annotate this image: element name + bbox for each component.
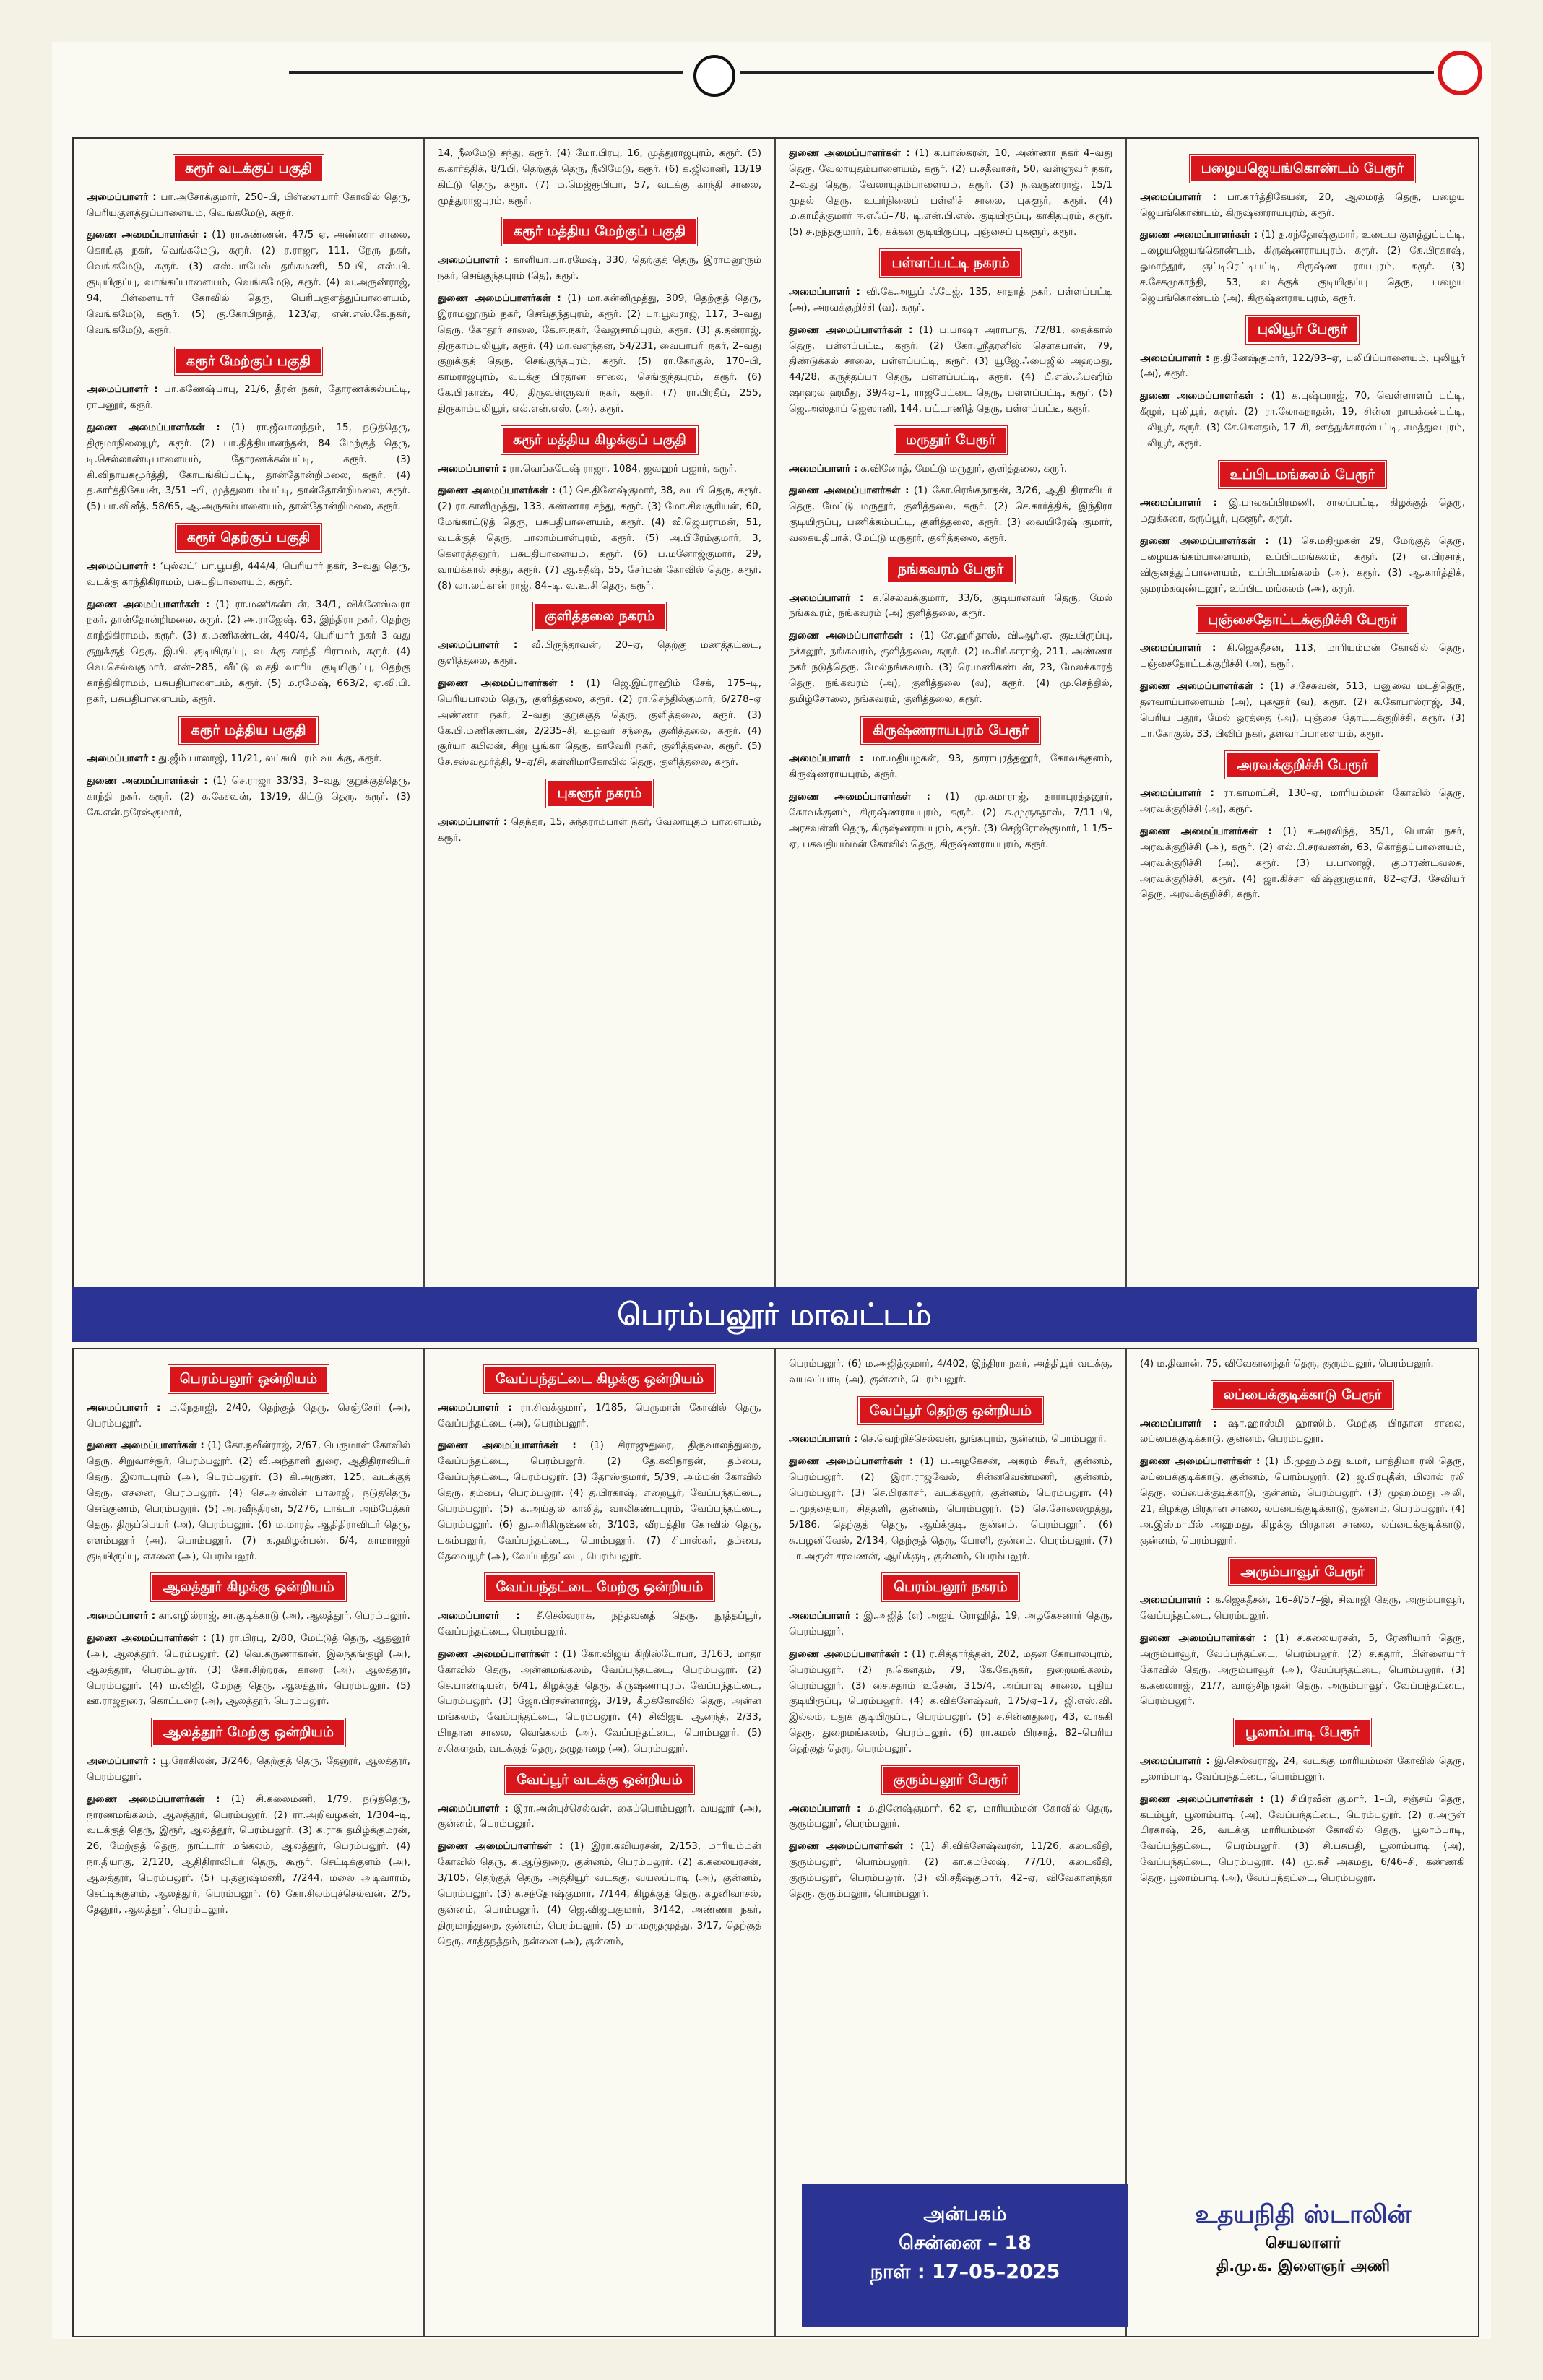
role-label: அமைப்பாளர் : xyxy=(87,560,157,572)
role-label: துணை அமைப்பாளர்கள் : xyxy=(1140,390,1265,402)
section-heading: கரூர் தெற்குப் பகுதி xyxy=(176,524,322,552)
appointee-details: க.செல்வக்குமார், 33/6, குடியானவர் தெரு, மேல் நங்கவரம், நங்கவரம் (அ) குளித்தலை, கரூர். xyxy=(789,592,1113,620)
role-label: துணை அமைப்பாளர்கள் : xyxy=(87,598,210,610)
appointment-paragraph xyxy=(789,1432,1112,1448)
section xyxy=(1140,1558,1465,1710)
role-label: அமைப்பாளர் : xyxy=(1140,1755,1210,1767)
role-label: அமைப்பாளர் : xyxy=(789,1433,858,1445)
appointment-paragraph xyxy=(87,1401,410,1432)
appointment-paragraph xyxy=(1140,1593,1465,1624)
appointee-details: க.வினோத், மேட்டு மருதூர், குளித்தலை, கரூர். xyxy=(860,462,1068,475)
section-heading: மருதூர் பேரூர் xyxy=(894,426,1008,454)
appointment-paragraph xyxy=(87,597,410,708)
section-heading: வேப்பந்தட்டை கிழக்கு ஒன்றியம் xyxy=(484,1365,715,1393)
appointee-details: மா.மதியழகன், 93, தாராபுரத்தனூர், கோவக்குளம், கிருஷ்ணராயபுரம், கரூர். xyxy=(789,753,1113,781)
role-label: அமைப்பாளர் : xyxy=(87,1755,157,1767)
appointee-details: (1) க.புஷ்பராஜ், 70, வெள்ளாளப் பட்டி, கீழூர், புலியூர், கரூர். (2) ரா.லோகநாதன், 19, சின்ன நாயக்கன்பட்டி, புலியூர், கரூர். (3) சே.கெளதம், 17–சி, ஊத்துக்காரன்பட்டி, சமத்துவபுரம், புலியூர், கரூர். xyxy=(1140,390,1466,449)
appointment-paragraph xyxy=(1140,1416,1465,1448)
appointment-paragraph xyxy=(438,638,761,670)
appointment-paragraph xyxy=(1140,1792,1465,1887)
section xyxy=(438,1766,761,1950)
office-city: சென்னை – 18 xyxy=(899,2231,1032,2254)
appointee-details: ம.தினேஷ்குமார், 62–ஏ, மாரியம்மன் கோவில் தெரு, குரும்பலூர், பெரம்பலூர். xyxy=(789,1802,1112,1830)
appointment-paragraph xyxy=(1140,824,1465,903)
appointee-details: (1) த.சந்தோஷ்குமார், உடைய குளத்துப்பட்டி, பழையஜெயங்கொண்டம், கிருஷ்ணராயபுரம், கரூர். (2) கே.பிரகாஷ், ஓமாந்தூர், குட்டிரெட்டிபட்டி, கிருஷ்ண ராயபுரம், கரூர். (3) ச.சேகமுகாந்தி, 53, வடக்குக் குடியிருப்பு தெரு, பழைய ஜெயங்கொண்டம் (அ), கிருஷ்ணராயபுரம், கரூர். xyxy=(1140,229,1465,304)
section-heading: கரூர் மத்திய பகுதி xyxy=(179,717,317,745)
appointment-paragraph xyxy=(87,420,410,515)
appointee-details: இ.செல்வராஜ், 24, வடக்கு மாரியம்மன் கோவில் தெரு, பூலாம்பாடி, வேப்பந்தட்டை, பெரம்பலூர். xyxy=(1140,1755,1465,1783)
role-label: அமைப்பாளர் : xyxy=(438,1401,512,1414)
role-label: அமைப்பாளர் : xyxy=(789,753,864,765)
appointment-paragraph xyxy=(438,676,761,771)
appointee-details: (1) ச.சேசுவன், 513, பனுவை மடத்தெரு, தளவாய்பாளையம் (அ), புகளூர் (வ), கரூர். (2) க.கோபால்ராஜ், 34, பெரிய பதூர், மேல் ஒரத்தை (அ), புஞ்சை தோட்டக்குறிச்சி, கரூர். (3) பா.கோகுல், 33, பிவிப் நகர், தளவாய்பாளையம், கரூர். xyxy=(1140,680,1465,740)
section xyxy=(1140,316,1465,452)
role-label: அமைப்பாளர் : xyxy=(1140,642,1216,654)
appointment-paragraph xyxy=(87,1792,410,1918)
appointment-paragraph xyxy=(87,1631,410,1710)
section xyxy=(87,717,410,821)
appointment-paragraph xyxy=(789,146,1112,241)
appointment-paragraph xyxy=(1140,389,1465,451)
appointee-details: (1) க.பாஸ்கரன், 10, அண்ணா நகர் 4–வது தெரு, வேலாயுதம்பாளையம், கரூர். (2) ப.சதீவாசர், 50, வள்ளுவர் நகர், 2–வது தெரு, வேலாயுதம்பாளையம், கரூர். (3) ந.வருண்ராஜ், 15/1 முதல் தெரு, உயர்நிலைப் பள்ளிச் சாலை, புகளூர், கரூர். (4) ம.காமீத்குமார் ஈ.எஃப்–78, டி.என்.பி.எல். குடியிருப்பு, காகிதபுரம், கரூர். (5) சு.நந்தகுமார், 16, கக்கன் குடியிருப்பு, புஞ்சைப் புகளூர், கரூர். xyxy=(789,147,1113,238)
role-label: துணை அமைப்பாளர்கள் : xyxy=(87,229,207,241)
appointment-paragraph xyxy=(87,190,410,222)
appointment-paragraph xyxy=(87,1438,410,1565)
appointee-details: சீ.செல்வராசு, நந்தவனத் தெரு, நூத்தப்பூர், வேப்பந்தட்டை, பெரம்பலூர். xyxy=(438,1610,762,1637)
appointee-details: (1) ஜெ.இப்ராஹிம் சேக், 175–டி, பெரியபாலம் தெரு, குளித்தலை, கரூர். (2) ரா.செந்தில்குமார், 6/278–ஏ அண்ணா நகர், 2–வது குறுக்குத் தெரு, குளித்தலை, கரூர். (3) கே.பி.மணிகண்டன், 2/235–சி, உழவர் சந்தை, குளித்தலை, கரூர். (4) சூர்யா கபிலன், சிறு பூங்கா தெரு, காவேரி நகர், குளித்தலை, கரூர். (5) சே.சஸ்வமூர்த்தி, 9–ஏ/சி, கள்ளிமாகோவில் தெரு, குளித்தலை, கரூர். xyxy=(438,677,761,769)
role-label: துணை அமைப்பாளர்கள் : xyxy=(1140,1632,1268,1644)
appointee-details: (1) செ.மதிமுகன் 29, மேற்குத் தெரு, பழையசுங்கம்பாளையம், உப்பிடமங்கலம், கரூர். (2) எ.பிரசாத், விகுனத்துப்பாளையம், உப்பிடமங்கலம் (அ), கரூர். (3) ஆ.கார்த்திக், குமரம்கவுண்டனூர், உப்பிட மங்கலம் (அ), கரூர். xyxy=(1140,535,1466,594)
appointee-details: து.ஜீம் பாலாஜி, 11/21, லட்சுமிபுரம் வடக்கு, கரூர். xyxy=(158,753,382,765)
signatory-title: செயலாளர் xyxy=(1265,2234,1341,2251)
section xyxy=(789,249,1112,417)
appointment-paragraph xyxy=(789,789,1112,852)
section xyxy=(1140,751,1465,904)
section-heading: நங்கவரம் பேரூர் xyxy=(886,555,1015,584)
role-label: அமைப்பாளர் : xyxy=(1140,787,1214,800)
section-heading: வேப்பூர் வடக்கு ஒன்றியம் xyxy=(505,1766,694,1794)
appointee-details: இரா.அன்புச்செல்வன், கைப்பெரம்பலூர், வயலூர் (அ), குன்னம், பெரம்பலூர். xyxy=(438,1802,761,1830)
section xyxy=(789,1356,1112,1388)
section xyxy=(438,146,761,209)
office-name: அன்பகம் xyxy=(923,2203,1007,2225)
section-heading: ஆலத்தூர் கிழக்கு ஒன்றியம் xyxy=(151,1573,345,1601)
column-2 xyxy=(425,1349,776,2336)
column-2 xyxy=(425,139,776,1287)
section-heading: கரூர் மத்திய மேற்குப் பகுதி xyxy=(502,217,697,246)
appointee-details: (1) சிபிரவீன் குமார், 1–பி, சஞ்சய் தெரு, கடம்பூர், பூலாம்பாடி (அ), வேப்பந்தட்டை, பெரம்பலூர். (2) ர.அருள் பிரகாஷ், 26, வடக்கு மாரியம்மன் கோவில் தெரு, பூலாம்பாடி, வேப்பந்தட்டை, பெரம்பலூர். (3) சி.பசுபதி, பூலாம்பாடி (அ), வேப்பந்தட்டை, பெரம்பலூர். (4) மு.சுசீ அகமது, 6/46–சி, கண்ணகி தெரு, பூலாம்பாடி (அ), வேப்பந்தட்டை, பெரம்பலூர். xyxy=(1140,1793,1465,1884)
section xyxy=(87,524,410,708)
appointment-paragraph xyxy=(1140,679,1465,742)
section xyxy=(789,1766,1112,1903)
appointment-paragraph xyxy=(789,323,1112,417)
role-label: அமைப்பாளர் : xyxy=(789,1802,861,1814)
section-heading: கரூர் மேற்குப் பகுதி xyxy=(175,347,322,376)
header-rule-left xyxy=(289,71,683,74)
appointment-paragraph xyxy=(438,462,761,477)
section-heading: லப்பைக்குடிக்காடு பேரூர் xyxy=(1211,1381,1393,1409)
role-label: துணை அமைப்பாளர்கள் : xyxy=(789,147,910,159)
section-heading: குளித்தலை நகரம் xyxy=(533,602,666,631)
role-label: துணை அமைப்பாளர்கள் : xyxy=(438,1648,558,1660)
appointee-details: ரா.வெங்கடேஷ் ராஜா, 1084, ஜவஹர் பஜார், கரூர். xyxy=(509,462,737,475)
section-heading: ஆலத்தூர் மேற்கு ஒன்றியம் xyxy=(152,1718,345,1747)
appointee-details: க.ஜெகதீசன், 16–சி/57–இ, சிவாஜி தெரு, அரும்பாவூர், வேப்பந்தட்டை, பெரம்பலூர். xyxy=(1140,1594,1465,1622)
appointment-paragraph xyxy=(87,559,410,591)
appointee-details: பூ.ரோகிலன், 3/246, தெற்குத் தெரு, தேனூர், ஆலத்தூர், பெரம்பலூர். xyxy=(87,1755,410,1783)
role-label: அமைப்பாளர் : xyxy=(438,254,509,267)
role-label: அமைப்பாளர் : xyxy=(789,592,864,604)
appointment-paragraph xyxy=(87,751,410,767)
column-1 xyxy=(74,1349,425,2336)
role-label: அமைப்பாளர் : xyxy=(789,1610,860,1622)
appointee-details: இ.அஜித் (எ) அஜய் ரோஹித், 19, அழகேசனார் தெரு, பெரம்பலூர். xyxy=(789,1610,1112,1637)
appointee-details: (1) ர.சித்தார்த்தன், 202, மதன கோபாலபுரம், பெரம்பலூர். (2) ந.கௌதம், 79, கே.கே.நகர், துறைமங்கலம், பெரம்பலூர். (3) சை.சதாம் உசேன், 315/4, அப்பாவு சாலை, புதிய குடியிருப்பு, பெரம்பலூர். (4) க.விக்னேஷ்வர், 175/ஏ–17, ஜி.எஸ்.வி. இல்லம், புதுக் குடியிருப்பு, பெரம்பலூர். (5) ச.சின்னதுரை, 43, வாசுகி தெரு, துறைமங்கலம், பெரம்பலூர். (6) ரா.கமல் பிரசாத், 82–பெரிய தெற்குத் தெரு, பெரம்பலூர். xyxy=(789,1648,1113,1754)
appointment-paragraph xyxy=(87,774,410,821)
appointee-details: (1) கோ.விஜய் கிறிஸ்டோபர், 3/163, மாதா கோவில் தெரு, அன்னமங்கலம், வேப்பந்தட்டை, பெரம்பலூர். (2) செ.பாண்டியன், 6/41, கிழக்குத் தெரு, கிருஷ்ணாபுரம், வேப்பந்தட்டை, பெரம்பலூர். (3) ஜோ.பிரசன்னராஜ், 3/19, கீழக்கோவில் தெரு, அன்ன மங்கலம், வேப்பந்தட்டை, பெரம்பலூர். (4) சிவிஜய் ஆனந்த், 2/33, பிரதான சாலை, வெங்கலம் (அ), வேப்பந்தட்டை, பெரம்பலூர். (5) ச.கெளதம், வடக்குத் தெரு, தழுதாழை (அ), பெரம்பலூர். xyxy=(438,1648,761,1754)
role-label: துணை அமைப்பாளர்கள் : xyxy=(87,1440,204,1452)
role-label: துணை அமைப்பாளர்கள் : xyxy=(438,1840,563,1853)
section xyxy=(789,146,1112,241)
appointee-details: (4) ம.திவான், 75, விவேகானந்தர் தெரு, குரும்பலூர், பெரம்பலூர். xyxy=(1140,1358,1434,1369)
appointment-paragraph xyxy=(1140,641,1465,672)
appointment-paragraph xyxy=(1140,1356,1465,1372)
appointee-details: (1) ப.பாஷா அராபாத், 72/81, தைக்கால் தெரு, பள்ளப்பட்டி, கரூர். (2) கோ.ஸ்ரீதரனிஸ் சௌக்பான், 79, திண்டுக்கல் சாலை, பள்ளப்பட்டி, கரூர். (3) யூஜே.ஃபைஜில் அஹமது, 44/28, கருத்தப்பா தெரு, பள்ளப்பட்டி, கரூர். (4) பீ.எஸ்.ஃபஹிம் ஷாஹல் ஹமீது, 39/4ஏ–1, ராஜபேட்டை தெரு, பள்ளப்பட்டி, கரூர். (5) ஜெ.அஸ்தாப் ஜெஸானி, 144, பட்டாணித் தெரு, பள்ளப்பட்டி, கரூர். xyxy=(789,324,1113,415)
appointment-paragraph xyxy=(438,1401,761,1432)
appointee-details: பா.கார்த்திகேயன், 20, ஆலமரத் தெரு, பழைய ஜெயங்கொண்டம், கிருஷ்ணராயபுரம், கரூர். xyxy=(1140,191,1465,219)
role-label: அமைப்பாளர் : xyxy=(1140,352,1210,364)
role-label: துணை அமைப்பாளர்கள் : xyxy=(1140,826,1272,838)
notice-date: நாள் : 17–05–2025 xyxy=(870,2260,1060,2283)
appointee-details: (1) ரா.ஜீவானந்தம், 15, நடுத்தெரு, திருமாநிலையூர், கரூர். (2) பா.தித்தியானந்தன், 84 மேற்குத் தெரு, டி.செல்லாண்டிபாளையம், தோரணக்கல்பட்டி, கரூர். (3) கி.விநாயகமூர்த்தி, கோடங்கிப்பட்டி, தான்தோன்றிமலை, கரூர். (4) த.கார்த்திகேயன், 3/51 –பி, முத்துலாடம்பட்டி, தான்தோன்றிமலை, கரூர். (5) பா.வினீத், 58/65, ஆ.அருகம்பாளையம், தான்தோன்றிமலை, கரூர். xyxy=(87,421,411,513)
appointee-details: ரா.சிவக்குமார், 1/185, பெருமாள் கோவில் தெரு, வேப்பந்தட்டை (அ), பெரம்பலூர். xyxy=(438,1401,761,1429)
section xyxy=(438,1573,761,1757)
appointee-details: (1) மா.கன்னிமுத்து, 309, தெற்குத் தெரு, இராமனூரும் நகர், செங்குந்தபுரம், கரூர். (2) பா.பூவராஜ், 117, 3–வது தெரு, கோதூர் சாலை, கே.ஈ.நகர், வேலுசாமிபுரம், கரூர். (3) த.தன்ராஜ், திருகாம்புலியூர், கரூர். (4) மா.வளந்தன், 54/231, வைபாபரி நகர், 2–வது குறுக்குத் தெரு, செங்குந்தபுரம், கரூர். (5) ரா.கோகுல், 170–பி, காமராஜபுரம், வடக்கு பிரதான சாலை, செங்குந்தபுரம், கரூர். (6) கே.பிரகாஷ், 40, திருவள்ளுவர் நகர், கரூர். (7) ரா.பிரதீப், 255, திருகாம்புலியூர், எல்.என்.எஸ். (அ), கரூர். xyxy=(438,292,761,415)
appointment-paragraph xyxy=(1140,786,1465,818)
appointment-paragraph xyxy=(789,1839,1112,1902)
header-rule-right xyxy=(740,71,1434,74)
role-label: துணை அமைப்பாளர்கள் : xyxy=(789,791,930,803)
section xyxy=(1140,1381,1465,1549)
appointee-details: (1) மீ.முஹம்மது உமர், பாத்திமா ரலி தெரு, லப்பைக்குடிக்காடு, குன்னம், பெரம்பலூர். (2) ஜ.பிரபுதீன், பிலால் ரலி தெரு, லப்பைக்குடிக்காடு, குன்னம், பெரம்பலூர். (3) முஹம்மது அலி, 21, கிழக்கு பிரதான சாலை, லப்பைக்குடிக்காடு, குன்னம், பெரம்பலூர். (4) அ.இஸ்மாயீல் அஹமது, கிழக்கு பிரதான சாலை, லப்பைக்குடிக்காடு, குன்னம், பெரம்பலூர். xyxy=(1140,1455,1465,1546)
role-label: அமைப்பாளர் : xyxy=(789,285,860,298)
appointee-details: ஷா.ஹாஸ்மி ஹாஸிம், மேற்கு பிரதான சாலை, லப்பைக்குடிக்காடு, குன்னம், பெரம்பலூர். xyxy=(1140,1417,1465,1445)
appointment-paragraph xyxy=(789,1454,1112,1565)
appointment-paragraph xyxy=(1140,1631,1465,1710)
section xyxy=(87,1573,410,1710)
appointee-details: பா.அசோக்குமார், 250–பி, பிள்ளையார் கோவில் தெரு, பெரியகுளத்துப்பாளையம், வெங்கமேடு, கரூர். xyxy=(87,191,410,219)
section-heading: புலியூர் பேரூர் xyxy=(1246,316,1359,344)
section-heading: புஞ்சைதோட்டக்குறிச்சி பேரூர் xyxy=(1196,606,1409,634)
signature-block xyxy=(1137,2184,1469,2327)
appointee-details: காளியா.பா.ரமேஷ், 330, தெற்குத் தெரு, இராமனூரும் நகர், செங்குந்தபுரம் (தெ), கரூர். xyxy=(438,254,762,282)
section xyxy=(1140,606,1465,743)
section xyxy=(87,1365,410,1565)
appointee-details: தெந்தா, 15, சுந்தராம்பாள் நகர், வேலாயுதம் பாளையம், கரூர். xyxy=(438,815,761,844)
party-logo-icon xyxy=(693,55,735,97)
role-label: துணை அமைப்பாளர்கள் : xyxy=(1140,1455,1261,1468)
appointment-paragraph xyxy=(1140,496,1465,527)
section xyxy=(1140,461,1465,597)
appointee-details: கா.எழில்ராஜ், சா.குடிக்காடு (அ), ஆலத்தூர், பெரம்பலூர். xyxy=(158,1610,410,1622)
section xyxy=(87,347,410,516)
appointee-details: (1) சிராஜுதுரை, திருவாலந்துறை, வேப்பந்தட்டை, பெரம்பலூர். (2) தே.கவிநாதன், தம்பை, வேப்பந்தட்டை, பெரம்பலூர். (3) தோஸ்குமார், 5/39, அம்மன் கோவில் தெரு, தம்பை, பெரம்பலூர். (4) த.பிரகாஷ், எறையூர், வேப்பந்தட்டை, பெரம்பலூர். (5) க.அய்துல் காலித், வாலிகண்டபுரம், வேப்பந்தட்டை, பெரம்பலூர். (6) து.அரிகிருஷ்ணன், 3/103, வீரபத்திர கோவில் தெரு, பசும்பலூர், வேப்பந்தட்டை, பெரம்பலூர். (7) சிபாஸ்கர், தம்பை, தேவையூர் (அ), வேப்பந்தட்டை, பெரம்பலூர். xyxy=(438,1440,762,1562)
section-heading: பெரம்பலூர் ஒன்றியம் xyxy=(168,1365,329,1393)
section xyxy=(789,717,1112,853)
section-heading: பெரம்பலூர் நகரம் xyxy=(882,1573,1019,1601)
appointment-paragraph xyxy=(87,1609,410,1624)
column-4 xyxy=(1127,139,1478,1287)
appointment-paragraph xyxy=(789,1356,1112,1388)
section-heading: புகளூர் நகரம் xyxy=(546,779,654,808)
appointee-details: ந.தினேஷ்குமார், 122/93–ஏ, புலிபிப்பாளையம், புலியூர் (அ), கரூர். xyxy=(1140,352,1465,380)
section-heading: குரும்பலூர் பேரூர் xyxy=(882,1766,1020,1794)
appointee-details: (1) மு.கமாராஜ், தாராபுரத்தனூர், கோவக்குளம், கிருஷ்ணராயபுரம், கரூர். (2) க.முருகதாஸ், 7/11–பி, அரசவள்ளி தெரு, கிருஷ்ணராயபுரம், கரூர். (3) செஜ்ரோஷ்குமார், 1 1/5–ஏ, பகவதியம்மன் கோவில் தெரு, கிருஷ்ணராயபுரம், கரூர். xyxy=(789,791,1113,850)
role-label: அமைப்பாளர் : xyxy=(87,1610,156,1622)
role-label: அமைப்பாளர் : xyxy=(438,815,508,828)
appointee-details: (1) சி.கலைமணி, 1/79, நடுத்தெரு, நாரணமங்கலம், ஆலத்தூர், பெரம்பலூர். (2) ரா.அறிவழகன், 1/304–டி, வடக்குத் தெரு, இரூர், ஆலத்தூர், பெரம்பலூர். (3) க.ராசு தமிழ்க்குமரன், 26, மேற்குத் தெரு, நாட்டார் மங்கலம், ஆலத்தூர், பெரம்பலூர். (4) நா.தியாகு, 2/120, ஆதிதிராவிடர் தெரு, கூரூர், செட்டிக்குளம் (அ), ஆலத்தூர், பெரம்பலூர். (5) பு.தனுஷ்மணி, 7/244, மலை அடிவாரம், செட்டிக்குளம், ஆலத்தூர், பெரம்பலூர். (6) கோ.சிலம்புச்செல்வன், 2/5, தேனூர், ஆலத்தூர், பெரம்பலூர். xyxy=(87,1793,410,1916)
appointee-details: (1) செ.தினேஷ்குமார், 38, வடபி தெரு, கரூர். (2) ரா.காளிமுத்து, 133, கண்ணார சந்து, கரூர். (3) மோ.சிவசூரியன், 60, மேங்காட்டுத் தெரு, பசுபதிபாளையம், கரூர். (4) வீ.ஜெயராமன், 51, வடக்குத் தெரு, பாலாம்பாள்புரம், கரூர். (5) அ.பிரேம்குமார், 3, கௌரத்தனூர், பசுபதிபாளையம், கரூர். (6) ப.மனோஜ்குமார், 29, வாய்க்கால் சந்து, கரூர். (7) ஆ.சதீஷ், 55, சேர்மன் கோவில் தெரு, கரூர். (8) லா.லப்கான் ராஜ், 84–டி, வ.உ.சி தெரு, கரூர். xyxy=(438,485,762,592)
role-label: துணை அமைப்பாளர்கள் : xyxy=(1140,535,1269,548)
role-label: அமைப்பாளர் : xyxy=(438,639,518,652)
role-label: துணை அமைப்பாளர்கள் : xyxy=(789,1455,914,1468)
section-heading: வேப்பூர் தெற்கு ஒன்றியம் xyxy=(858,1397,1043,1425)
office-address-box xyxy=(802,2184,1128,2327)
role-label: துணை அமைப்பாளர்கள் : xyxy=(438,677,574,689)
appointment-paragraph xyxy=(438,1839,761,1950)
column-3 xyxy=(776,139,1127,1287)
section xyxy=(438,779,761,846)
section xyxy=(438,217,761,417)
appointment-paragraph xyxy=(438,815,761,847)
appointment-paragraph xyxy=(438,146,761,209)
column-1 xyxy=(74,139,425,1287)
section xyxy=(1140,1718,1465,1887)
appointment-paragraph xyxy=(789,628,1112,707)
role-label: துணை அமைப்பாளர்கள் : xyxy=(87,1632,207,1644)
appointment-paragraph xyxy=(438,253,761,285)
appointment-paragraph xyxy=(1140,228,1465,306)
appointment-paragraph xyxy=(1140,1454,1465,1549)
section xyxy=(1140,1356,1465,1372)
role-label: அமைப்பாளர் : xyxy=(1140,1417,1217,1429)
district-banner: பெரம்பலூர் மாவட்டம் xyxy=(72,1287,1477,1342)
appointee-details: (1) சி.விக்னேஷ்வரன், 11/26, கடைவீதி, குரும்பலூர், பெரம்பலூர். (2) கா.கமலேஷ், 77/10, கடைவீதி, குரும்பலூர், பெரம்பலூர். (3) வி.சதீஷ்குமார், 42–ஏ, விவேகானந்தர் தெரு, குரும்பலூர், பெரம்பலூர். xyxy=(789,1840,1112,1900)
appointee-details: பெரம்பலூர். (6) ம.அஜித்குமார், 4/402, இந்திரா நகர், அத்தியூர் வடக்கு, வயலப்பாடி (அ), குன்னம், பெரம்பலூர். xyxy=(789,1358,1112,1385)
appointee-details: (1) ரா.கண்ணன், 47/5–ஏ, அண்ணா சாலை, கொங்கு நகர், வெங்கமேடு, கரூர். (2) ர.ராஜா, 111, நேரு நகர், வெங்கமேடு, கரூர். (3) எஸ்.பாபேஸ் தங்கமணி, 50–பி, எஸ்.பி. குடியிருப்பு, வாங்கப்பாளையம், வெங்கமேடு, கரூர். (4) வ.அருண்ராஜ், 94, பிள்ளையார் கோவில் தெரு, பெரியகுளத்துப்பாளையம், வெங்கமேடு, கரூர். (5) கு.கோபிநாத், 123/ஏ, என்.எஸ்.கே.நகர், வெங்கமேடு, கரூர். xyxy=(87,229,410,336)
appointment-paragraph xyxy=(87,228,410,338)
role-label: அமைப்பாளர் : xyxy=(1140,497,1218,509)
appointee-details: ரா.காமாட்சி, 130–ஏ, மாரியம்மன் கோவில் தெரு, அரவக்குறிச்சி (அ), கரூர். xyxy=(1140,787,1465,815)
role-label: அமைப்பாளர் : xyxy=(789,462,858,475)
appointee-details: (1) ரா.மணிகண்டன், 34/1, விக்னேஸ்வரா நகர், தான்தோன்றிமலை, கரூர். (2) அ.ராஜேஷ், 63, இந்திரா நகர், தெற்கு காந்திகிராமம், கரூர். (3) க.மணிகண்டன், 440/4, பெரியார் நகர் 3–வது குறுக்குத் தெரு, இ.பி. குடியிருப்பு, வடக்கு காந்தி கிராமம், கரூர். (4) வெ.செல்வகுமார், என்–285, வீட்டு வசதி வாரிய குடியிருப்பு, தெற்கு காந்திகிராமம், பசுபதிபாளையம், கரூர். (5) ம.ரமேஷ், 663/2, ஏ.வி.பி. நகர், பசுபதிபாளையம், கரூர். xyxy=(87,598,410,705)
role-label: துணை அமைப்பாளர்கள் : xyxy=(1140,680,1264,693)
appointee-details: வி.கே.அயூப் ஃபேஜ், 135, சாதாத் நகர், பள்ளப்பட்டி (அ), அரவக்குறிச்சி (வ), கரூர். xyxy=(789,285,1112,313)
section-heading: வேப்பந்தட்டை மேற்கு ஒன்றியம் xyxy=(485,1573,715,1601)
appointee-details: (1) ச.அரவிந்த், 35/1, பொன் நகர், அரவக்குறிச்சி (அ), கரூர். (2) எல்.பி.சரவணன், 63, கொத்தப்பாளையம், அரவக்குறிச்சி (அ), கரூர். (3) ப.பாலாஜி, குமாரண்டவலசு, அரவக்குறிச்சி, கரூர். (4) ஜா.கிச்சா விஷ்ணுகுமார், 82–ஏ/3, சேவியர் தெரு, அரவக்குறிச்சி, கரூர். xyxy=(1140,826,1465,901)
role-label: அமைப்பாளர் : xyxy=(1140,1594,1211,1606)
appointment-paragraph xyxy=(1140,351,1465,383)
appointment-paragraph xyxy=(789,1801,1112,1833)
appointment-paragraph xyxy=(789,462,1112,477)
role-label: அமைப்பாளர் : xyxy=(87,384,158,396)
appointee-details: (1) ச.கலையரசன், 5, ரேணியார் தெரு, அரும்பாவூர், வேப்பந்தட்டை, பெரம்பலூர். (2) ச.கதார், பிள்ளையார் கோவில் தெரு, அரும்பாவூர் (அ), வேப்பந்தட்டை, பெரம்பலூர். (3) க.கலைராஜ், 21/7, வாஞ்சிநாதன் தெரு, அரும்பாவூர், வேப்பந்தட்டை, பெரம்பலூர். xyxy=(1140,1632,1465,1708)
section xyxy=(789,1573,1112,1757)
section xyxy=(1140,155,1465,307)
appointee-details: இ.பாலசுப்பிரமணி, சாலப்பட்டி, கிழக்குத் தெரு, மதுக்கரை, கரூப்பூர், புகளூர், கரூர். xyxy=(1140,497,1465,525)
section-heading: கரூர் மத்திய கிழக்குப் பகுதி xyxy=(501,426,698,454)
appointee-details: (1) இரா.கவியரசன், 2/153, மாரியம்மன் கோவில் தெரு, க.ஆடுதுறை, குன்னம், பெரம்பலூர். (2) க.கலையரசன், 3/105, தெற்குத் தெரு, அத்தியூர் வடக்கு, வயலப்பாடி (அ), குன்னம், பெரம்பலூர். (3) க.சந்தோஷ்குமார், 7/144, கிழக்குத் தெரு, கழனிவாசல், குன்னம், பெரம்பலூர். (4) ஜெ.விஜயகுமார், 3/142, அண்ணா நகர், திருமாந்துறை, குன்னம், பெரம்பலூர். (5) மா.மருதமுத்து, 3/17, தெற்குத் தெரு, சாத்தநத்தம், நன்னை (அ), குன்னம், xyxy=(438,1840,761,1947)
appointment-paragraph xyxy=(438,1647,761,1757)
section-heading: பூலாம்பாடி பேரூர் xyxy=(1234,1718,1371,1747)
appointee-details: (1) சே.ஹரிதாஸ், வி.ஆர்.ஏ. குடியிருப்பு, நச்சலூர், நங்கவரம், குளித்தலை, கரூர். (2) ம.சிங்காராஜ், 211, அண்ணா நகர் நடுத்தெரு, மேல்நங்கவரம். (3) ரெ.மணிகண்டன், 23, மேலக்காரத் தெரு, நங்கவரம் (அ), குளித்தலை (வ), கரூர். (4) மு.செந்தில், தமிழ்சோலை, நங்கவரம், குளித்தலை, கரூர். xyxy=(789,630,1112,705)
karur-announcement-grid xyxy=(72,137,1479,1289)
appointment-paragraph xyxy=(789,1647,1112,1757)
appointment-paragraph xyxy=(789,285,1112,316)
role-label: அமைப்பாளர் : xyxy=(87,753,156,765)
role-label: துணை அமைப்பாளர்கள் : xyxy=(789,324,913,336)
role-label: துணை அமைப்பாளர்கள் : xyxy=(1140,1793,1264,1805)
section-heading: பழையஜெயங்கொண்டம் பேரூர் xyxy=(1190,155,1416,183)
role-label: துணை அமைப்பாளர்கள் : xyxy=(438,292,561,304)
section-heading: உப்பிடமங்கலம் பேரூர் xyxy=(1219,461,1387,489)
role-label: அமைப்பாளர் : xyxy=(438,1802,509,1814)
section-heading: பள்ளப்பட்டி நகரம் xyxy=(880,249,1021,277)
appointee-details: வீ.பிருந்தாவன், 20–ஏ, தெற்கு மணத்தட்டை, குளித்தலை, கரூர். xyxy=(438,639,761,667)
appointment-paragraph xyxy=(1140,534,1465,597)
appointment-paragraph xyxy=(438,1609,761,1640)
appointment-paragraph xyxy=(1140,190,1465,222)
appointment-paragraph xyxy=(87,382,410,414)
role-label: அமைப்பாளர் : xyxy=(87,191,157,203)
appointee-details: பா.கணேஷ்பாபு, 21/6, தீரன் நகர், தோரணக்கல்பட்டி, ராயனூர், கரூர். xyxy=(87,384,411,412)
role-label: துணை அமைப்பாளர்கள் : xyxy=(87,421,220,433)
role-label: துணை அமைப்பாளர்கள் : xyxy=(1140,229,1258,241)
section-heading: கரூர் வடக்குப் பகுதி xyxy=(173,155,324,183)
section xyxy=(87,155,410,339)
appointment-paragraph xyxy=(438,1801,761,1833)
role-label: அமைப்பாளர் : xyxy=(1140,191,1216,203)
appointment-paragraph xyxy=(438,291,761,417)
role-label: துணை அமைப்பாளர்கள் : xyxy=(438,485,556,497)
role-label: துணை அமைப்பாளர்கள் : xyxy=(789,1840,914,1853)
role-label: துணை அமைப்பாளர்கள் : xyxy=(789,485,909,497)
appointment-paragraph xyxy=(438,483,761,594)
appointee-details: செ.வெற்றிச்செல்வன், துங்கபுரம், குன்னம், பெரம்பலூர். xyxy=(860,1433,1107,1445)
role-label: துணை அமைப்பாளர்கள் : xyxy=(789,1648,908,1660)
role-label: துணை அமைப்பாளர்கள் : xyxy=(87,775,208,787)
section xyxy=(789,426,1112,547)
appointee-details: (1) கோ.நவீன்ராஜ், 2/67, பெருமாள் கோவில் தெரு, சிறுவாச்சூர், பெரம்பலூர். (2) வீ.அந்தாளி துரை, ஆதிதிராவிடர் தெரு, இலாடபுரம் (அ), பெரம்பலூர். (3) கி.அருண், 125, வடக்குத் தெரு, எசனை, பெரம்பலூர். (4) செ.அன்லின் பாலாஜி, நடுத்தெரு, செங்குணம், பெரம்பலூர். (5) அ.ரவீந்திரன், 5/276, டாக்டர் அம்பேத்கர் தெரு, திருப்பெயர் (அ), பெரம்பலூர். (6) ம.மாரத், ஆதிதிராவிடர் தெரு, எளம்பலூர் (அ), பெரம்பலூர். (7) க.தமிழன்பன், 6/4, காமராஜர் குடியிருப்பு, எசனை (அ), பெரம்பலூர். xyxy=(87,1440,411,1562)
section xyxy=(438,426,761,594)
role-label: துணை அமைப்பாளர்கள் : xyxy=(438,1440,576,1452)
appointee-details: 14, நீலமேடு சந்து, கரூர். (4) மோ.பிரபு, 16, முத்துராஜபுரம், கரூர். (5) க.கார்த்திக், 8/1பி, தெற்குத் தெரு, நீலிமேடு, கரூர். (6) க.ஜிலானி, 13/19 கிட்டு தெரு, கரூர். (7) ம.மெஜ்ரூபியா, 57, வடக்கு காந்தி சாலை, முத்துராஜபுரம், கரூர். xyxy=(438,147,761,207)
role-label: அமைப்பாளர் : xyxy=(87,1401,161,1414)
section xyxy=(438,602,761,771)
appointee-details: (1) செ.ராஜா 33/33, 3–வது குறுக்குத்தெரு, காந்தி நகர், கரூர். (2) க.கேசவன், 13/19, கிட்டு தெரு, கரூர். (3) கே.என்.நரேஷ்குமார், xyxy=(87,775,411,818)
section xyxy=(789,555,1112,708)
appointment-paragraph xyxy=(789,1609,1112,1640)
section xyxy=(789,1397,1112,1565)
role-label: துணை அமைப்பாளர்கள் : xyxy=(87,1793,220,1805)
role-label: துணை அமைப்பாளர்கள் : xyxy=(789,630,914,642)
appointment-paragraph xyxy=(87,1754,410,1786)
section-heading: அரவக்குறிச்சி பேரூர் xyxy=(1225,751,1380,779)
signatory-org: தி.மு.க. இளைஞர் அணி xyxy=(1216,2256,1390,2275)
appointee-details: (1) ப.அழகேசன், அகரம் சீகூர், குன்னம், பெரம்பலூர். (2) இரா.ராஜவேல், சின்னவெண்மணி, குன்னம், பெரம்பலூர். (3) செ.பிரகாசர், வடக்கலூர், குன்னம், பெரம்பலூர். (4) ப.முத்தையா, சித்தளி, குன்னம், பெரம்பலூர். (5) செ.சோலைமுத்து, 5/186, தெற்குத் தெரு, ஆய்க்குடி, குன்னம், பெரம்பலூர். (6) சு.பழனிவேல், 2/134, தெற்குத் தெரு, பேரளி, குன்னம், பெரம்பலூர். (7) பா.அருள் சரவணன், ஆய்க்குடி, குன்னம், பெரம்பலூர். xyxy=(789,1455,1113,1562)
appointee-details: ம.நேதாஜி, 2/40, தெற்குத் தெரு, செஞ்சேரி (அ), பெரம்பலூர். xyxy=(87,1401,410,1429)
red-circle-icon xyxy=(1438,51,1482,95)
appointee-details: (1) ரா.பிரபு, 2/80, மேட்டுத் தெரு, ஆதனூர் (அ), ஆலத்தூர், பெரம்பலூர். (2) வெ.கருணாகரன், இலந்தங்குழி (அ), ஆலத்தூர், பெரம்பலூர். (3) சோ.சிற்றரசு, காரை (அ), ஆலத்தூர், பெரம்பலூர். (4) ம.விஜி, மேற்கு தெரு, ஆலத்தூர், பெரம்பலூர். (5) ஊ.ராஜதுரை, கொட்டரை (அ), ஆலத்தூர், பெரம்பலூர். xyxy=(87,1632,410,1708)
appointment-paragraph xyxy=(789,591,1112,623)
section xyxy=(87,1718,410,1918)
appointee-details: ‘புல்லட்’ பா.பூபதி, 444/4, பெரியார் நகர், 3–வது தெரு, வடக்கு காந்திகிராமம், பசுபதிபாளையம், கரூர். xyxy=(87,560,410,588)
section-heading: அரும்பாவூர் பேரூர் xyxy=(1229,1558,1375,1586)
appointment-paragraph xyxy=(789,483,1112,546)
section-heading: கிருஷ்ணராயபுரம் பேரூர் xyxy=(861,717,1040,745)
section xyxy=(438,1365,761,1565)
role-label: அமைப்பாளர் : xyxy=(438,462,507,475)
appointment-paragraph xyxy=(1140,1754,1465,1786)
appointee-details: (1) கோ.ரெங்கநாதன், 3/26, ஆதி திராவிடர் தெரு, மேட்டு மருதூர், குளித்தலை, கரூர். (2) செ.கார்த்திக், இந்திரா குடியிருப்பு, பணிக்கம்பட்டி, குளித்தலை, கரூர். (3) வையிரேஷ் குமார், வகையதிபாக், மேட்டு மருதூர், குளித்தலை, கரூர். xyxy=(789,485,1113,544)
appointee-details: கி.ஜெகதீசன், 113, மாரியம்மன் கோவில் தெரு, புஞ்சைதோட்டக்குறிச்சி (அ), கரூர். xyxy=(1140,642,1465,670)
appointment-paragraph xyxy=(789,751,1112,783)
appointment-paragraph xyxy=(438,1438,761,1565)
signatory-name: உதயநிதி ஸ்டாலின் xyxy=(1195,2200,1412,2229)
role-label: அமைப்பாளர் : xyxy=(438,1610,520,1622)
